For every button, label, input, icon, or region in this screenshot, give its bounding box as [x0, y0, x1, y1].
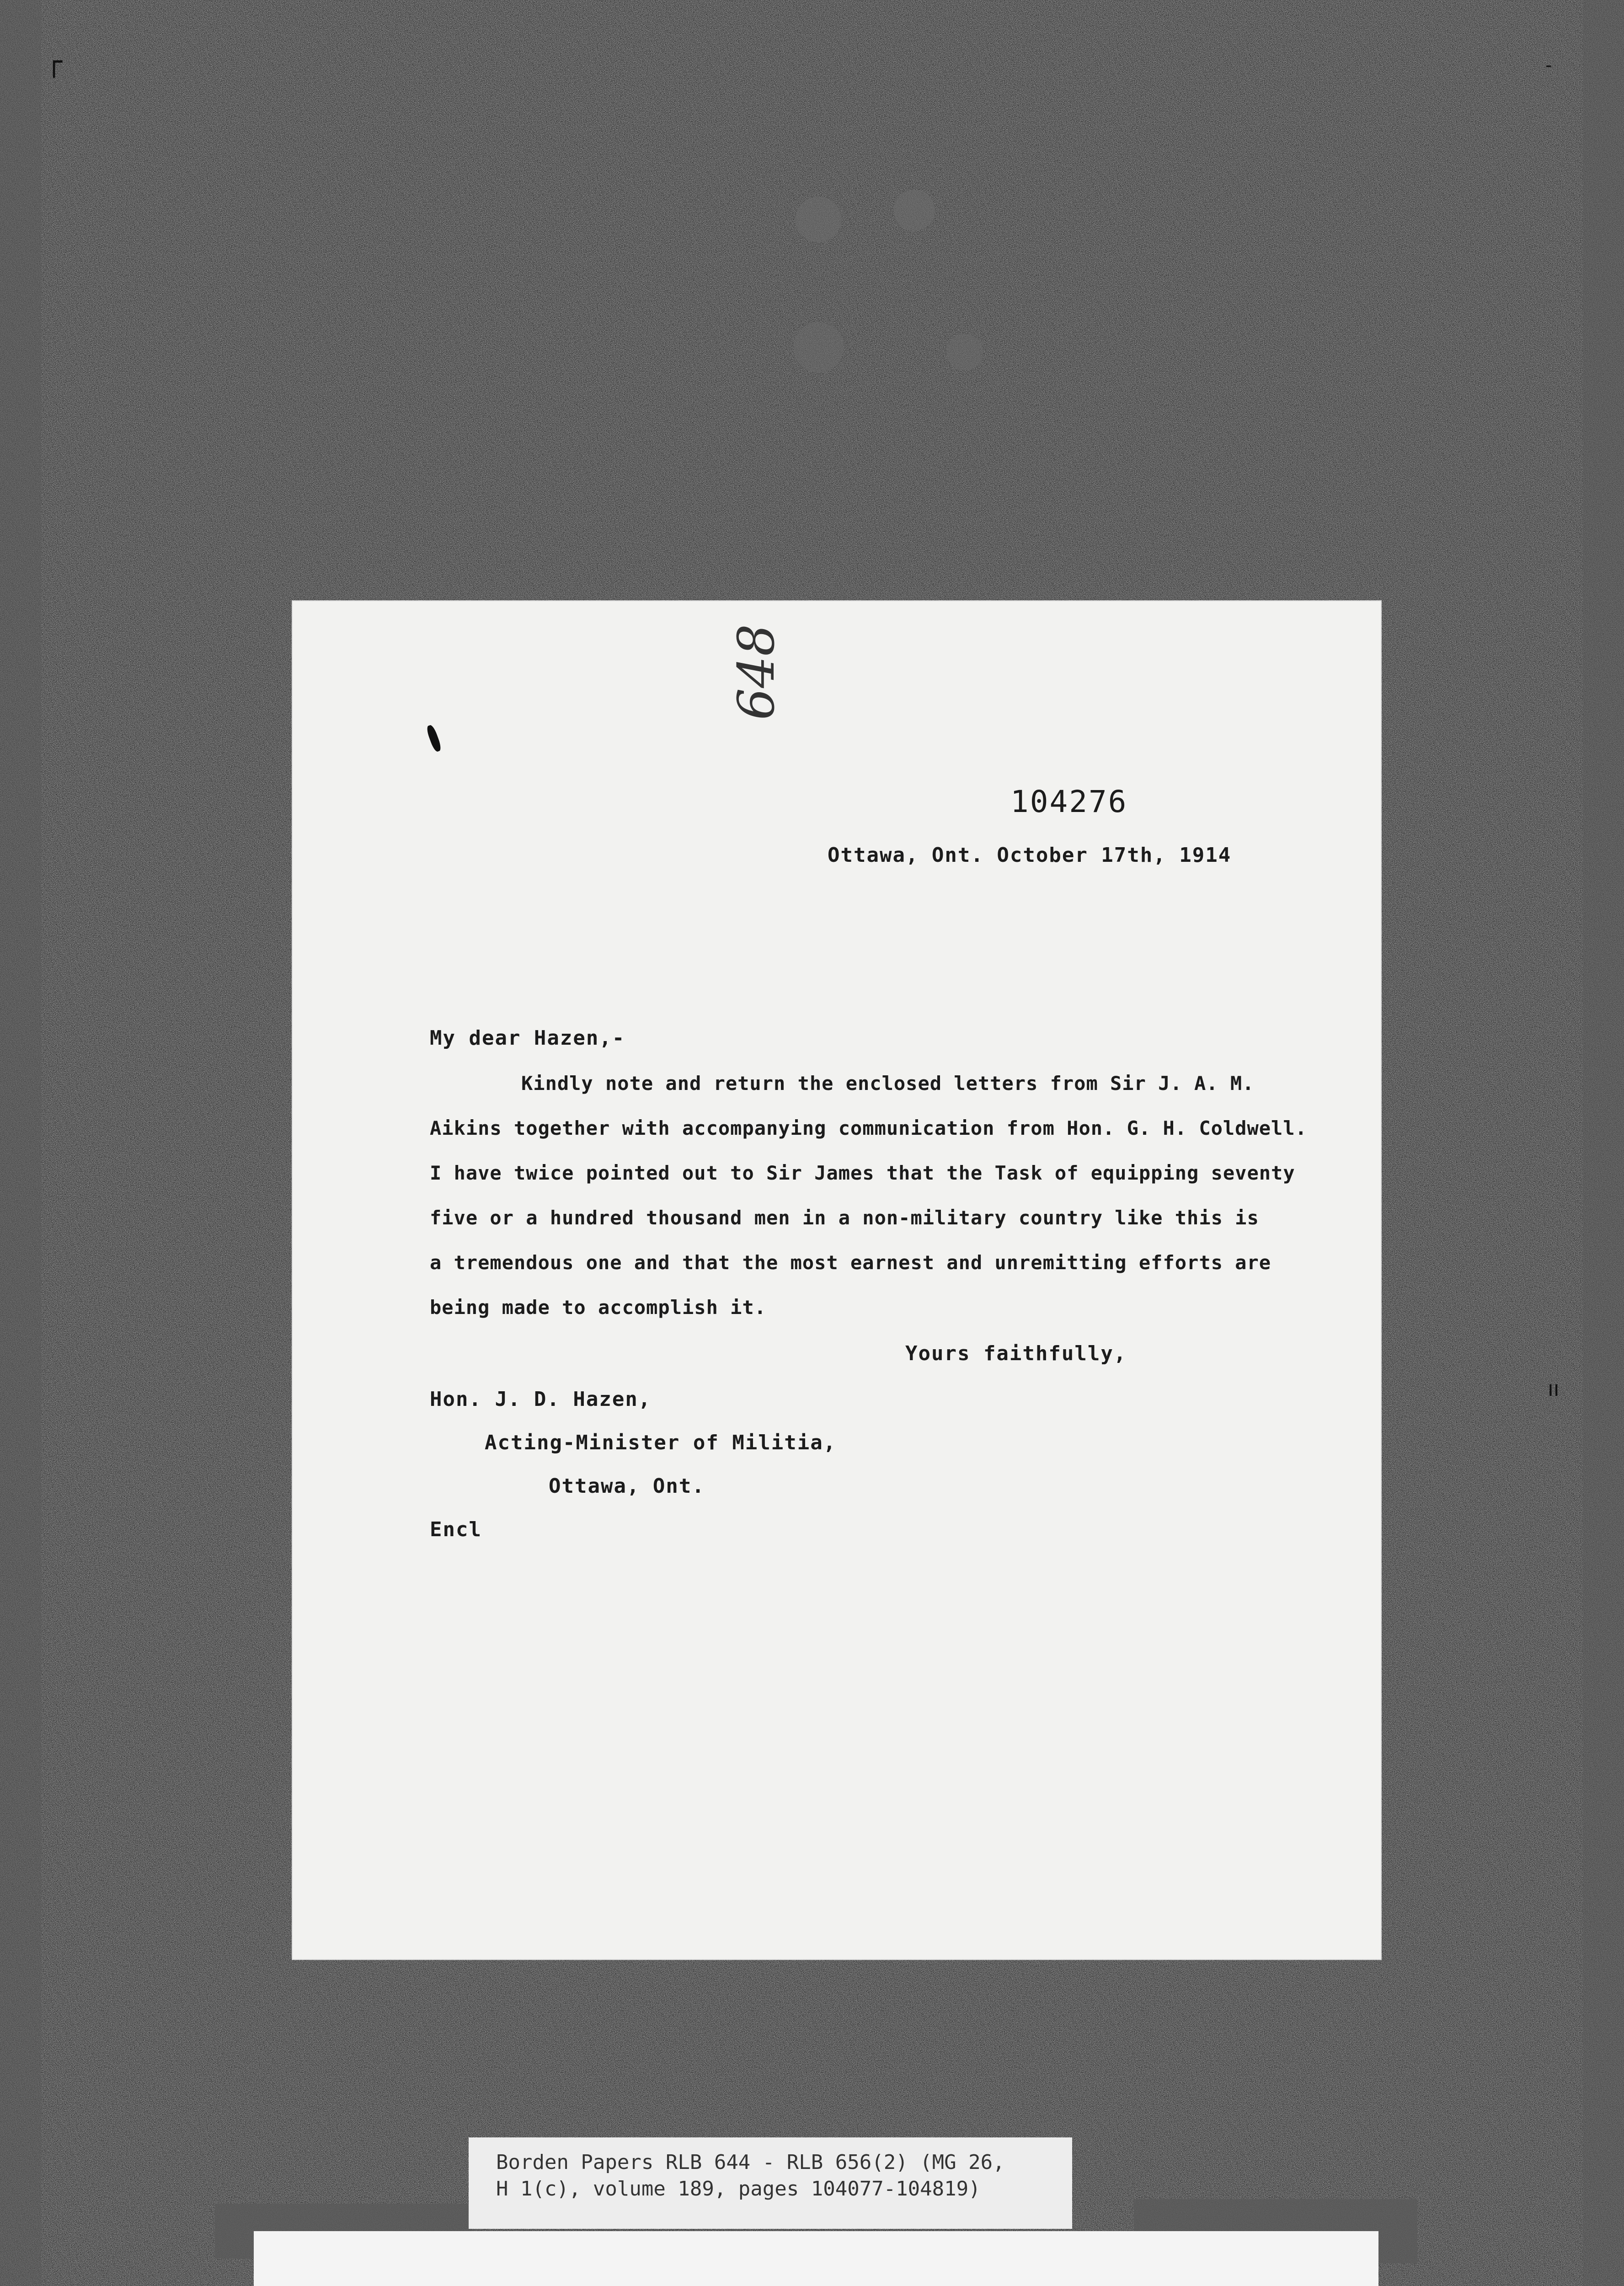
body-line: Aikins together with accompanying communication from Hon. G. H. Coldwell.: [430, 1117, 1307, 1139]
document-number: 104276: [1010, 784, 1128, 819]
body-line: Kindly note and return the enclosed letters from Sir J. A. M.: [521, 1072, 1255, 1095]
body-line: I have twice pointed out to Sir James that the Task of equipping seventy: [430, 1162, 1295, 1184]
salutation: My dear Hazen,-: [430, 1026, 625, 1050]
citation-line-1: Borden Papers RLB 644 - RLB 656(2) (MG 26,: [496, 2151, 1005, 2174]
addressee-city: Ottawa, Ont.: [549, 1474, 705, 1498]
archives-stamp-card: [254, 2231, 1378, 2286]
body-line: a tremendous one and that the most earnest and unremitting efforts are: [430, 1251, 1271, 1274]
addressee-name: Hon. J. D. Hazen,: [430, 1388, 652, 1411]
pencil-folio-number: 648: [727, 624, 785, 720]
corner-crop-mark: ┌: [46, 46, 63, 78]
edge-mark: ıı: [1548, 1376, 1560, 1401]
addressee-title: Acting-Minister of Militia,: [485, 1431, 837, 1454]
citation-line-2: H 1(c), volume 189, pages 104077-104819): [496, 2177, 981, 2201]
enclosure-note: Encl: [430, 1518, 482, 1541]
body-line: being made to accomplish it.: [430, 1296, 767, 1319]
stray-ink-mark: [425, 724, 442, 753]
closing: Yours faithfully,: [905, 1342, 1127, 1365]
corner-crop-mark: -: [1545, 55, 1552, 76]
letter-page: [293, 601, 1381, 1959]
citation-label: [469, 2137, 1072, 2229]
dateline: Ottawa, Ont. October 17th, 1914: [828, 844, 1232, 867]
body-line: five or a hundred thousand men in a non-military country like this is: [430, 1207, 1259, 1229]
pencil-folio-number-wrap: [727, 624, 785, 720]
